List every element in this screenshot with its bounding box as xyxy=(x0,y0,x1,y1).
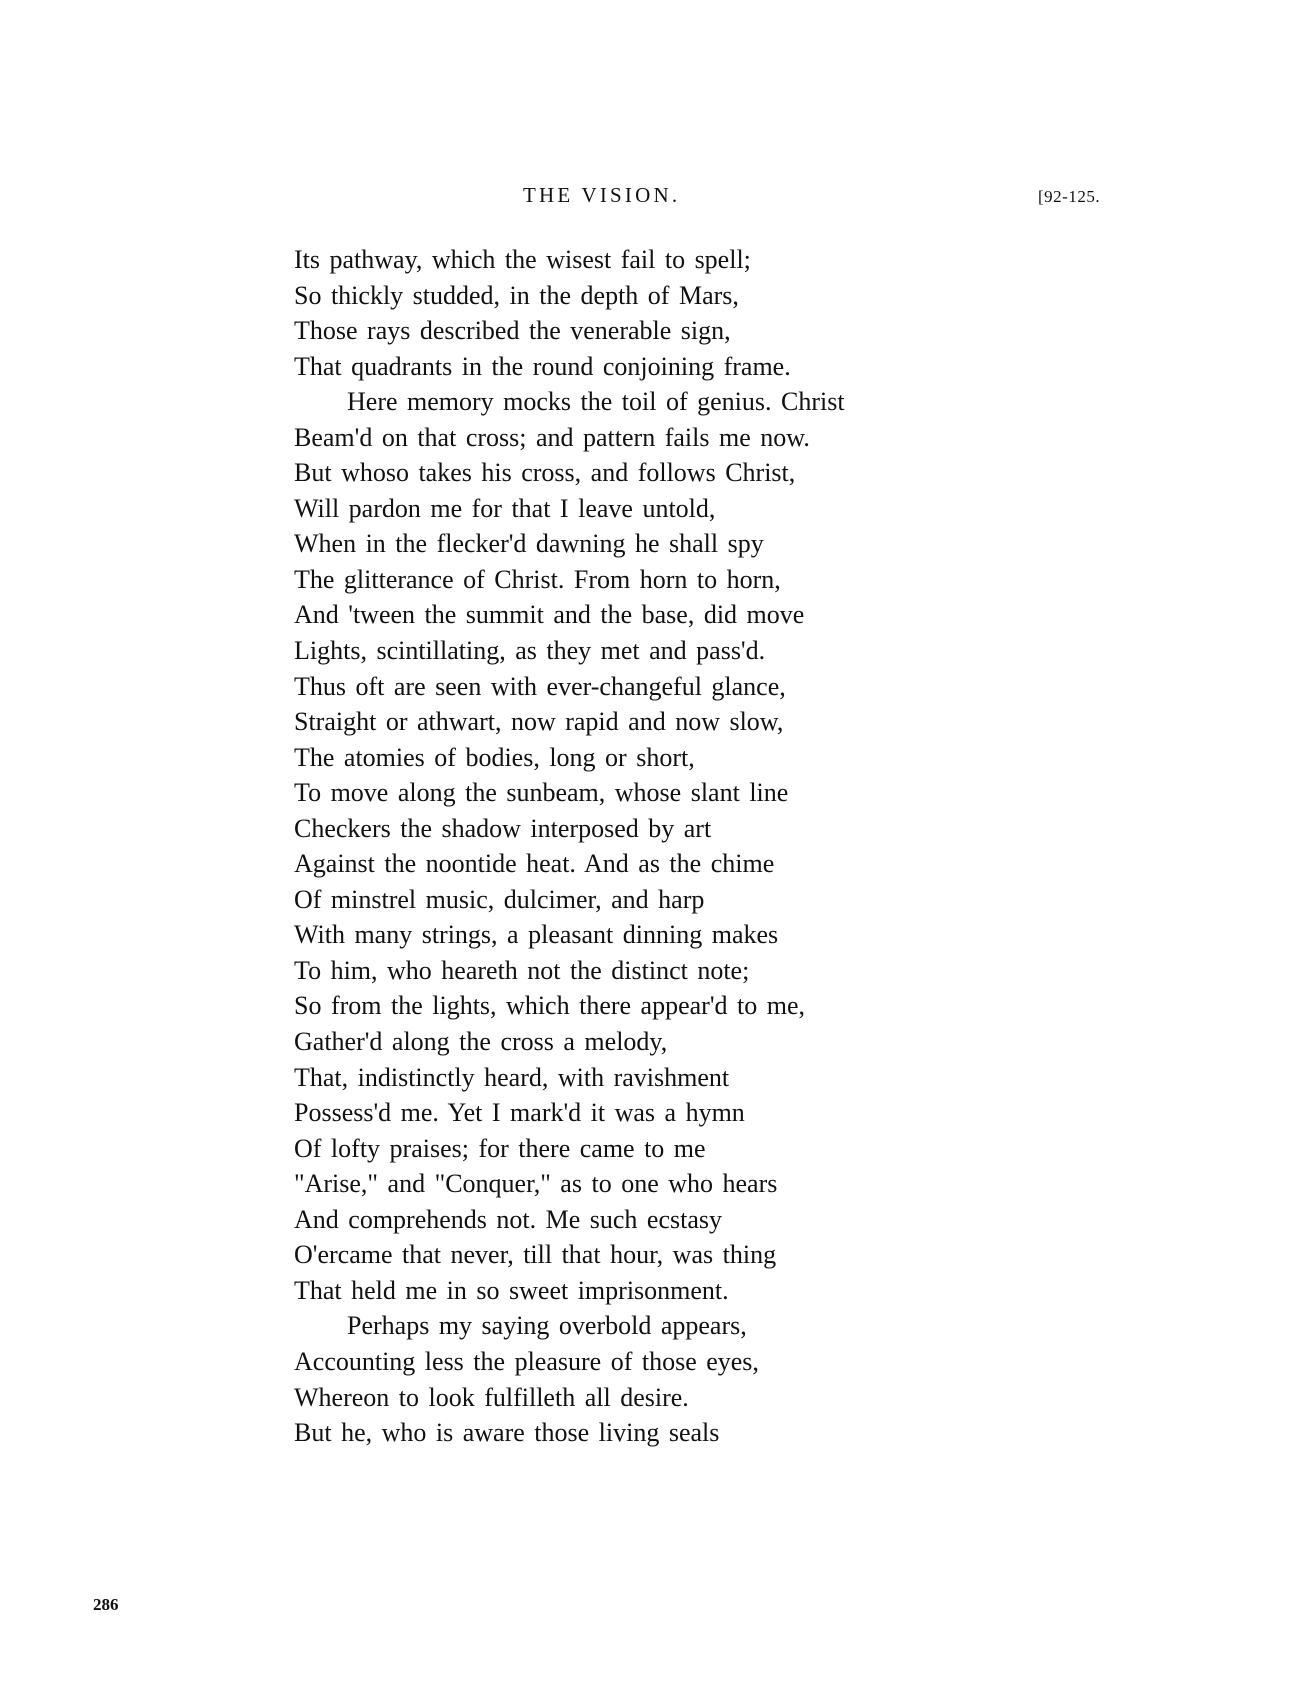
verse-line: That, indistinctly heard, with ravishment xyxy=(294,1062,730,1092)
verse-line: Perhaps my saying overbold appears, xyxy=(347,1311,747,1341)
verse-line: Lights, scintillating, as they met and pass'd. xyxy=(294,636,766,666)
page-number: 286 xyxy=(93,1595,119,1614)
verse-line: And 'tween the summit and the base, did move xyxy=(294,600,805,630)
verse-line: When in the flecker'd dawning he shall spy xyxy=(294,529,764,559)
verse-line: That quadrants in the round conjoining frame. xyxy=(294,351,791,381)
verse-line: Those rays described the venerable sign, xyxy=(294,316,731,346)
verse-line: "Arise," and "Conquer," as to one who hears xyxy=(294,1169,778,1199)
line-range-label: [92-125. xyxy=(1038,187,1101,206)
verse-line: Accounting less the pleasure of those eyes, xyxy=(294,1346,759,1376)
verse-line: Gather'd along the cross a melody, xyxy=(294,1027,668,1057)
verse-line: Its pathway, which the wisest fail to spell; xyxy=(294,245,751,274)
verse-line: Whereon to look fulfilleth all desire. xyxy=(294,1382,689,1412)
running-head xyxy=(0,180,1313,210)
verse-line: Straight or athwart, now rapid and now slow, xyxy=(294,707,784,737)
verse-line: Of lofty praises; for there came to me xyxy=(294,1133,706,1163)
verse-line: Of minstrel music, dulcimer, and harp xyxy=(294,884,705,914)
verse-line: So thickly studded, in the depth of Mars, xyxy=(294,280,739,310)
verse-line: Possess'd me. Yet I mark'd it was a hymn xyxy=(294,1098,745,1128)
verse-line: To him, who heareth not the distinct note; xyxy=(294,955,750,985)
page-title: THE VISION. xyxy=(523,183,681,207)
verse-line: That held me in so sweet imprisonment. xyxy=(294,1275,729,1305)
verse-line: Will pardon me for that I leave untold, xyxy=(294,493,716,523)
verse-line: So from the lights, which there appear'd to me, xyxy=(294,991,806,1021)
verse-line: To move along the sunbeam, whose slant line xyxy=(294,778,789,808)
verse-line: And comprehends not. Me such ecstasy xyxy=(294,1204,723,1234)
verse-line: But whoso takes his cross, and follows Christ, xyxy=(294,458,796,488)
verse-line: Here memory mocks the toil of genius. Christ xyxy=(347,387,845,417)
verse-line: The glitterance of Christ. From horn to horn, xyxy=(294,564,781,594)
poem-text xyxy=(294,242,1094,1451)
verse-line: Beam'd on that cross; and pattern fails me now. xyxy=(294,422,810,452)
verse-line: The atomies of bodies, long or short, xyxy=(294,742,695,772)
verse-line: O'ercame that never, till that hour, was thing xyxy=(294,1240,777,1270)
verse-line: Against the noontide heat. And as the chime xyxy=(294,849,775,879)
verse-line: With many strings, a pleasant dinning makes xyxy=(294,920,779,950)
verse-line: Checkers the shadow interposed by art xyxy=(294,813,712,843)
verse-line: Thus oft are seen with ever-changeful glance, xyxy=(294,671,786,701)
verse-line: But he, who is aware those living seals xyxy=(294,1418,720,1448)
